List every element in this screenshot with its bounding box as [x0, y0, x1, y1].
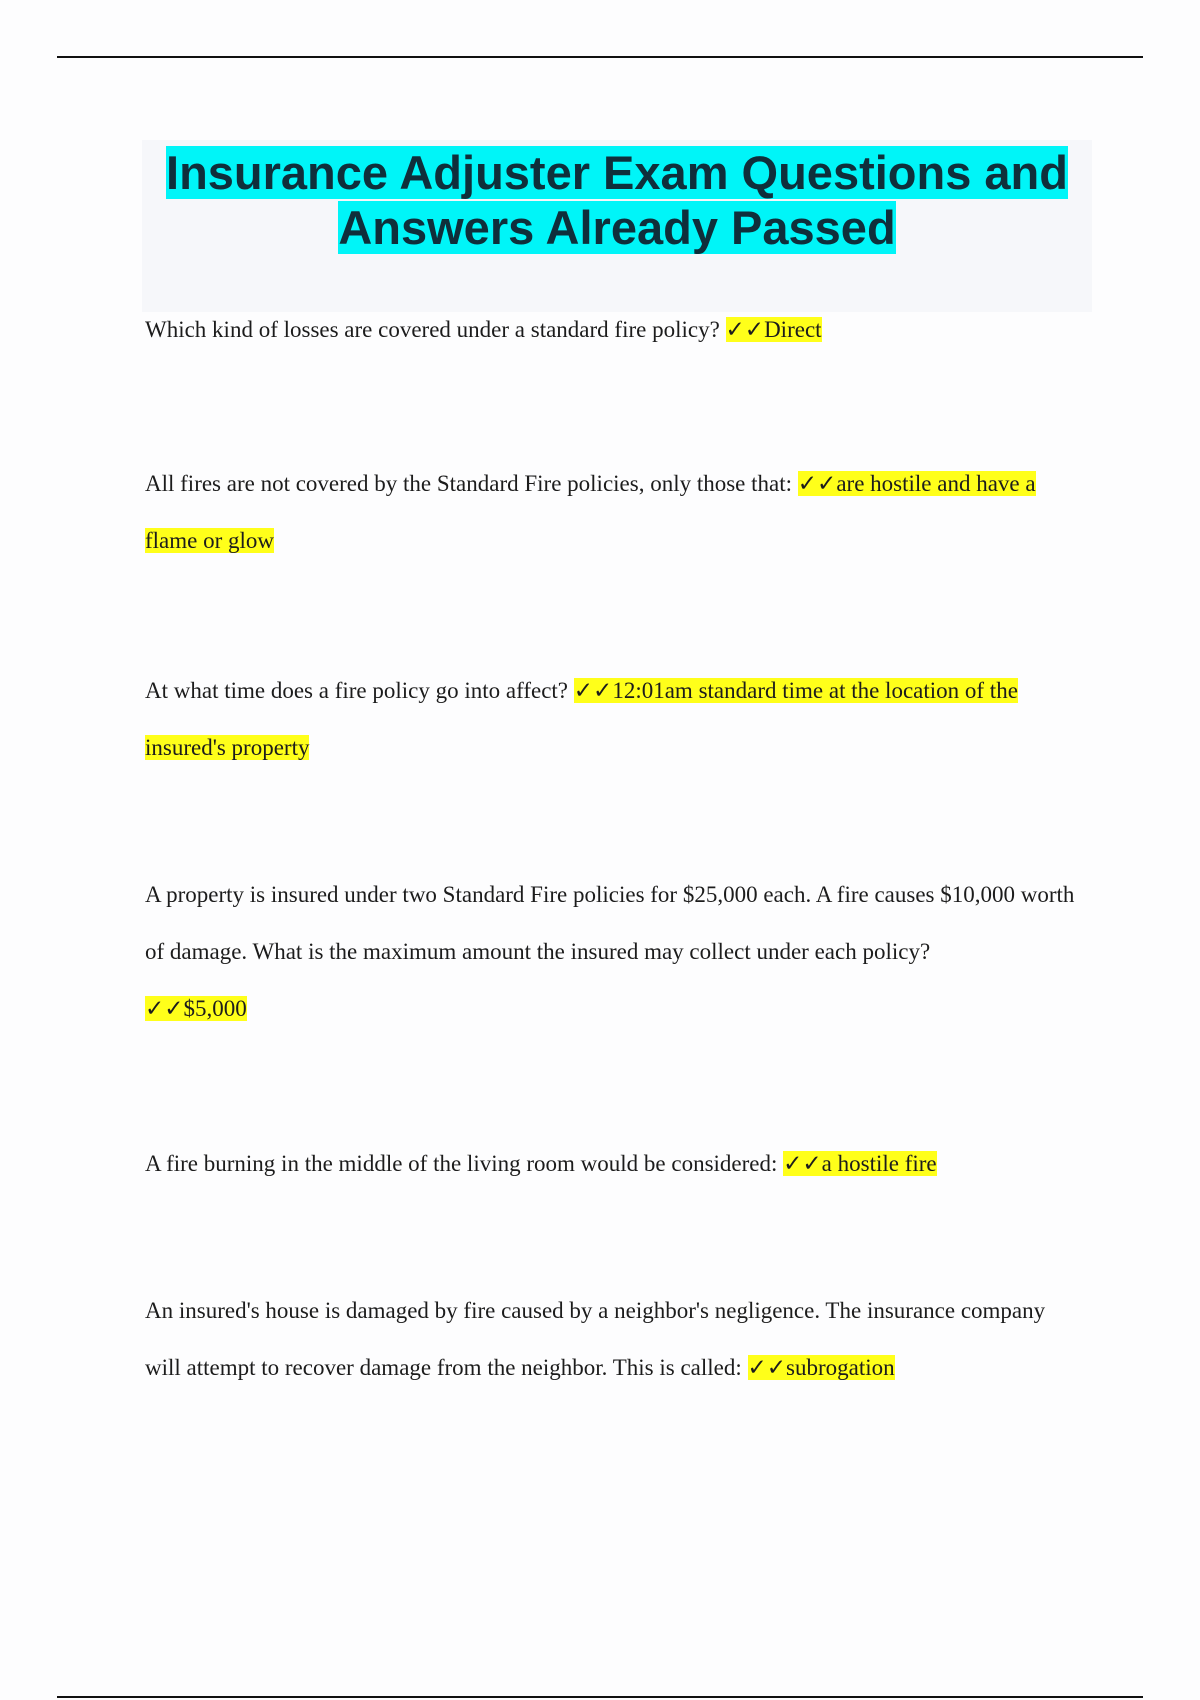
- answer-text: ✓✓Direct: [725, 317, 822, 342]
- question-text: At what time does a fire policy go into affect?: [145, 678, 569, 703]
- question-text: A fire burning in the middle of the living room would be considered:: [145, 1151, 778, 1176]
- title-line-1: Insurance Adjuster Exam Questions and: [166, 146, 1068, 199]
- bottom-rule: [57, 1696, 1143, 1698]
- question-text: Which kind of losses are covered under a standard fire policy?: [145, 317, 720, 342]
- question-text: All fires are not covered by the Standard Fire policies, only those that:: [145, 471, 793, 496]
- qa-item: [145, 662, 1085, 776]
- answer-text: ✓✓subrogation: [747, 1355, 895, 1380]
- qa-item: [145, 301, 1085, 358]
- top-rule: [57, 56, 1143, 58]
- answer-text: ✓✓are hostile and have a flame or glow: [145, 471, 1036, 553]
- question-text: A property is insured under two Standard Fire policies for $25,000 each. A fire causes $10,000 worth of damage. What is the maximum amount the insured may collect under each policy?: [145, 882, 1075, 964]
- question-text: An insured's house is damaged by fire caused by a neighbor's negligence. The insurance company will attempt to recover damage from the neighbor. This is called:: [145, 1298, 1046, 1380]
- qa-item: [145, 1282, 1085, 1396]
- qa-item: [145, 1135, 1085, 1192]
- answer-text: ✓✓$5,000: [145, 996, 247, 1021]
- answer-text: ✓✓12:01am standard time at the location of the insured's property: [145, 678, 1018, 760]
- title-line-2: Answers Already Passed: [338, 201, 896, 254]
- qa-item: [145, 455, 1085, 569]
- qa-item: [145, 866, 1085, 1037]
- title-block: [142, 140, 1092, 312]
- answer-text: ✓✓a hostile fire: [783, 1151, 937, 1176]
- document-title: [142, 145, 1092, 255]
